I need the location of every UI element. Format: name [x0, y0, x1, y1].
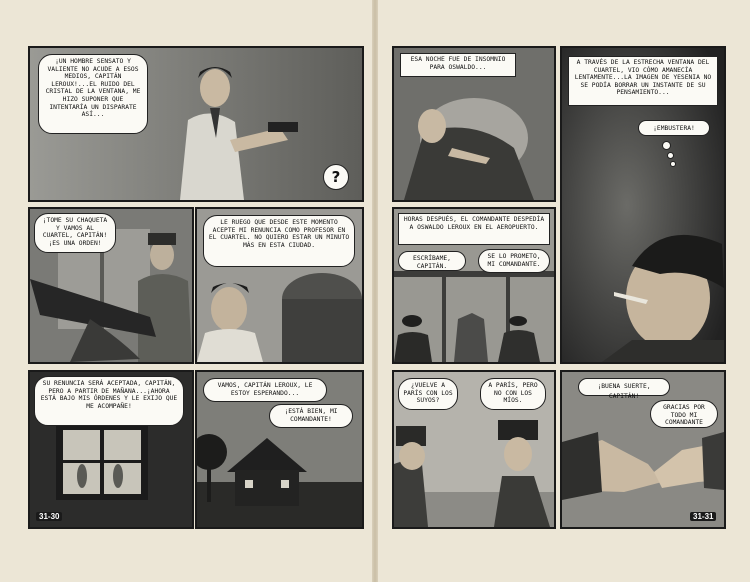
caption-1: ESA NOCHE FUE DE INSOMNIO PARA OSWALDO... — [400, 53, 516, 77]
right-panel-2 — [560, 46, 726, 364]
speech-bubble-r5a: ¡BUENA SUERTE, CAPITÁN! — [578, 378, 670, 396]
left-panel-1 — [28, 46, 364, 202]
right-panel-1 — [392, 46, 556, 202]
left-panel-3 — [195, 207, 364, 364]
caption-2: A TRAVÉS DE LA ESTRECHA VENTANA DEL CUARTEL, VIO CÓMO AMANECÍA LENTAMENTE...LA IMAGEN DE YESENIA NO SE PODÍA BORRAR UN INSTANTE DE SU PENSAMIENTO... — [568, 56, 718, 106]
left-panel-2 — [28, 207, 194, 364]
page-number-left: 31-30 — [36, 512, 62, 521]
thought-bubble: ¡EMBUSTERA! — [638, 120, 710, 136]
page-number-right: 31-31 — [690, 512, 716, 521]
reaction-bubble: ? — [323, 164, 349, 190]
speech-bubble-3: LE RUEGO QUE DESDE ESTE MOMENTO ACEPTE MI RENUNCIA COMO PROFESOR EN EL CUARTEL. NO QUIERO ESTAR UN MINUTO MÁS EN ESTA CIUDAD. — [203, 215, 355, 267]
speech-bubble-r4a: ¿VUELVE A PARÍS CON LOS SUYOS? — [398, 378, 458, 410]
speech-bubble-5a: VAMOS, CAPITÁN LEROUX, LE ESTOY ESPERANDO... — [203, 378, 327, 402]
right-panel-3 — [392, 207, 556, 364]
page-gutter — [372, 0, 378, 582]
speech-bubble-r4b: A PARÍS, PERO NO CON LOS MÍOS. — [480, 378, 546, 410]
speech-bubble-r5b: GRACIAS POR TODO MI COMANDANTE — [650, 400, 718, 428]
thought-dot-1 — [662, 141, 671, 150]
thought-dot-3 — [670, 161, 676, 167]
speech-bubble-r3a: ESCRÍBAME, CAPITÁN. — [398, 251, 466, 271]
left-panel-4 — [28, 370, 194, 529]
right-panel-4 — [392, 370, 556, 529]
right-panel-5 — [560, 370, 726, 529]
speech-bubble-2: ¡TOME SU CHAQUETA Y VAMOS AL CUARTEL, CAPITÁN! ¡ES UNA ORDEN! — [34, 213, 116, 253]
caption-3: HORAS DESPUÉS, EL COMANDANTE DESPEDÍA A OSWALDO LEROUX EN EL AEROPUERTO. — [398, 213, 550, 245]
speech-bubble-1: ¡UN HOMBRE SENSATO Y VALIENTE NO ACUDE A ESOS MEDIOS, CAPITÁN LEROUX!...EL RUIDO DEL CRISTAL DE LA VENTANA, ME HIZO SUPONER QUE INTENTARÍA UN DISPARATE ASÍ... — [38, 54, 148, 134]
speech-bubble-r3b: SE LO PROMETO, MI COMANDANTE. — [478, 249, 550, 273]
speech-bubble-5b: ¡ESTÁ BIEN, MI COMANDANTE! — [269, 404, 353, 428]
left-panel-5 — [195, 370, 364, 529]
speech-bubble-4: SU RENUNCIA SERÁ ACEPTADA, CAPITÁN, PERO A PARTIR DE MAÑANA...¡AHORA ESTÁ BAJO MIS ÓRDENES Y LE EXIJO QUE ME ACOMPAÑE! — [34, 376, 184, 426]
thought-dot-2 — [667, 152, 674, 159]
